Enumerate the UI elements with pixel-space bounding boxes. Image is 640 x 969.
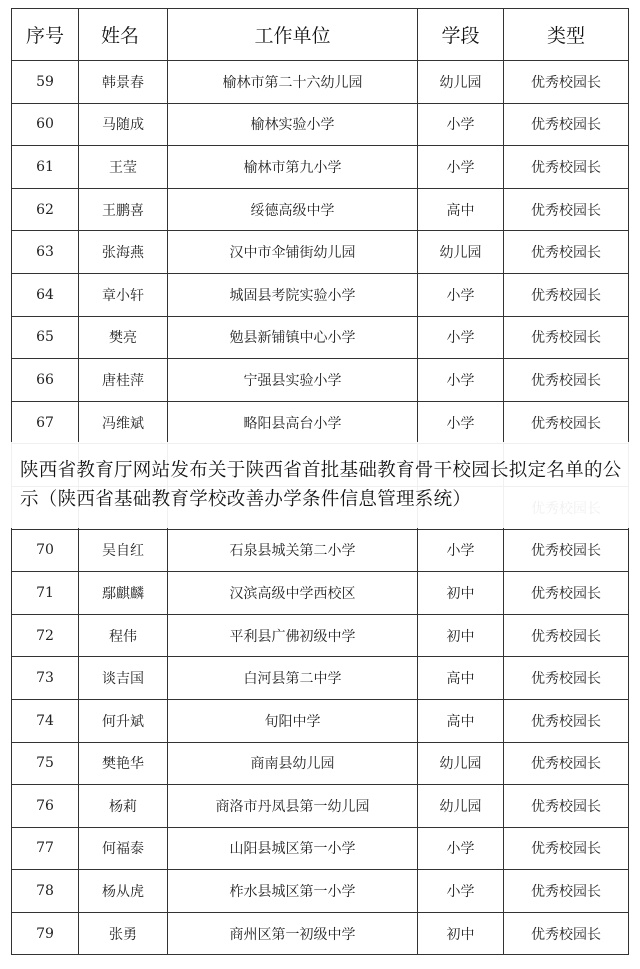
- cell-type: 优秀校园长: [504, 700, 629, 743]
- cell-name: 韩景春: [79, 61, 168, 104]
- cell-school-stage: 小学: [418, 870, 504, 913]
- cell-work-unit: 榆林市第二十六幼儿园: [168, 61, 418, 104]
- cell-type: 优秀校园长: [504, 530, 629, 573]
- table-header-row: [12, 9, 629, 61]
- cell-type: 优秀校园长: [504, 743, 629, 786]
- cell-name: 谈吉国: [79, 657, 168, 700]
- cell-type: 优秀校园长: [504, 913, 629, 956]
- cell-serial-number: 67: [12, 402, 79, 445]
- header-type: 类型: [504, 9, 629, 61]
- cell-school-stage: 幼儿园: [418, 231, 504, 274]
- header-name: 姓名: [79, 9, 168, 61]
- cell-serial-number: 62: [12, 189, 79, 232]
- table-row: [12, 870, 629, 913]
- cell-serial-number: 74: [12, 700, 79, 743]
- cell-type: 优秀校园长: [504, 61, 629, 104]
- header-work-unit: 工作单位: [168, 9, 418, 61]
- table-row: [12, 189, 629, 232]
- cell-name: 樊艳华: [79, 743, 168, 786]
- cell-school-stage: 小学: [418, 274, 504, 317]
- cell-work-unit: 汉中市伞铺街幼儿园: [168, 231, 418, 274]
- table-row: [12, 61, 629, 104]
- cell-serial-number: 64: [12, 274, 79, 317]
- cell-work-unit: 勉县新铺镇中心小学: [168, 317, 418, 360]
- cell-type: 优秀校园长: [504, 189, 629, 232]
- cell-school-stage: 小学: [418, 359, 504, 402]
- cell-type: 优秀校园长: [504, 231, 629, 274]
- cell-work-unit: 榆林实验小学: [168, 104, 418, 147]
- cell-school-stage: 高中: [418, 700, 504, 743]
- cell-name: 杨莉: [79, 785, 168, 828]
- table-row: [12, 572, 629, 615]
- cell-serial-number: 79: [12, 913, 79, 956]
- table-row: [12, 913, 629, 956]
- cell-type: 优秀校园长: [504, 274, 629, 317]
- cell-type: 优秀校园长: [504, 615, 629, 658]
- cell-work-unit: 汉滨高级中学西校区: [168, 572, 418, 615]
- cell-type: 优秀校园长: [504, 870, 629, 913]
- cell-name: 杨从虎: [79, 870, 168, 913]
- cell-serial-number: 63: [12, 231, 79, 274]
- cell-school-stage: 初中: [418, 913, 504, 956]
- cell-work-unit: 绥德高级中学: [168, 189, 418, 232]
- table-row: [12, 828, 629, 871]
- cell-name: 鄢麒麟: [79, 572, 168, 615]
- table-row: [12, 743, 629, 786]
- cell-serial-number: 66: [12, 359, 79, 402]
- cell-serial-number: 73: [12, 657, 79, 700]
- cell-type: 优秀校园长: [504, 317, 629, 360]
- table-row: [12, 146, 629, 189]
- cell-serial-number: 65: [12, 317, 79, 360]
- cell-type: 优秀校园长: [504, 657, 629, 700]
- cell-name: 何福泰: [79, 828, 168, 871]
- cell-name: 马随成: [79, 104, 168, 147]
- cell-school-stage: 初中: [418, 572, 504, 615]
- table-row: [12, 530, 629, 573]
- cell-work-unit: 旬阳中学: [168, 700, 418, 743]
- cell-serial-number: 60: [12, 104, 79, 147]
- cell-name: 王鹏喜: [79, 189, 168, 232]
- cell-name: 唐桂萍: [79, 359, 168, 402]
- cell-type: 优秀校园长: [504, 359, 629, 402]
- cell-school-stage: 小学: [418, 146, 504, 189]
- table-row: [12, 274, 629, 317]
- cell-name: 冯维斌: [79, 402, 168, 445]
- caption-banner: 陕西省教育厅网站发布关于陕西省首批基础教育骨干校园长拟定名单的公示（陕西省基础教育学校改善办学条件信息管理系统）: [0, 442, 640, 528]
- cell-name: 樊亮: [79, 317, 168, 360]
- cell-name: 吴自红: [79, 530, 168, 573]
- cell-type: 优秀校园长: [504, 104, 629, 147]
- cell-name: 张勇: [79, 913, 168, 956]
- cell-work-unit: 山阳县城区第一小学: [168, 828, 418, 871]
- cell-name: 王莹: [79, 146, 168, 189]
- cell-name: 程伟: [79, 615, 168, 658]
- table-row: [12, 359, 629, 402]
- cell-serial-number: 72: [12, 615, 79, 658]
- cell-serial-number: 59: [12, 61, 79, 104]
- cell-type: 优秀校园长: [504, 828, 629, 871]
- table-row: [12, 317, 629, 360]
- table-row: [12, 700, 629, 743]
- table-row: [12, 402, 629, 445]
- cell-serial-number: 75: [12, 743, 79, 786]
- cell-type: 优秀校园长: [504, 146, 629, 189]
- cell-work-unit: 略阳县高台小学: [168, 402, 418, 445]
- cell-work-unit: 榆林市第九小学: [168, 146, 418, 189]
- cell-work-unit: 平利县广佛初级中学: [168, 615, 418, 658]
- cell-serial-number: 70: [12, 530, 79, 573]
- cell-name: 张海燕: [79, 231, 168, 274]
- table-row: [12, 231, 629, 274]
- cell-school-stage: 小学: [418, 317, 504, 360]
- cell-serial-number: 77: [12, 828, 79, 871]
- cell-school-stage: 高中: [418, 189, 504, 232]
- cell-work-unit: 柞水县城区第一小学: [168, 870, 418, 913]
- cell-name: 章小轩: [79, 274, 168, 317]
- cell-work-unit: 商南县幼儿园: [168, 743, 418, 786]
- cell-school-stage: 小学: [418, 828, 504, 871]
- cell-serial-number: 78: [12, 870, 79, 913]
- cell-work-unit: 城固县考院实验小学: [168, 274, 418, 317]
- cell-school-stage: 幼儿园: [418, 785, 504, 828]
- cell-type: 优秀校园长: [504, 785, 629, 828]
- cell-serial-number: 61: [12, 146, 79, 189]
- cell-school-stage: 小学: [418, 530, 504, 573]
- cell-type: 优秀校园长: [504, 572, 629, 615]
- table-row: [12, 785, 629, 828]
- cell-serial-number: 71: [12, 572, 79, 615]
- cell-serial-number: 76: [12, 785, 79, 828]
- table-row: [12, 104, 629, 147]
- cell-work-unit: 商洛市丹凤县第一幼儿园: [168, 785, 418, 828]
- cell-work-unit: 白河县第二中学: [168, 657, 418, 700]
- table-row: [12, 615, 629, 658]
- table-row: [12, 657, 629, 700]
- header-serial-number: 序号: [12, 9, 79, 61]
- cell-school-stage: 高中: [418, 657, 504, 700]
- header-school-stage: 学段: [418, 9, 504, 61]
- cell-work-unit: 宁强县实验小学: [168, 359, 418, 402]
- cell-work-unit: 石泉县城关第二小学: [168, 530, 418, 573]
- cell-school-stage: 小学: [418, 104, 504, 147]
- cell-school-stage: 小学: [418, 402, 504, 445]
- cell-school-stage: 幼儿园: [418, 743, 504, 786]
- cell-work-unit: 商州区第一初级中学: [168, 913, 418, 956]
- cell-type: 优秀校园长: [504, 402, 629, 445]
- cell-school-stage: 初中: [418, 615, 504, 658]
- cell-name: 何升斌: [79, 700, 168, 743]
- cell-school-stage: 幼儿园: [418, 61, 504, 104]
